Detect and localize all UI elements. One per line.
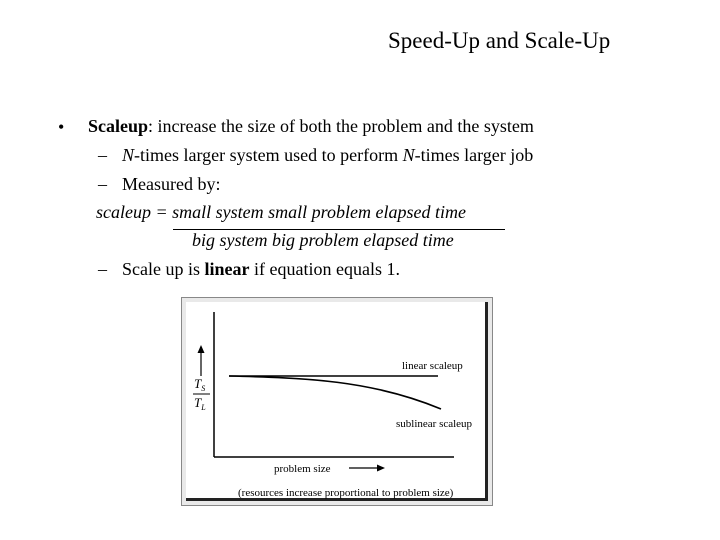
x-arrow-head — [377, 465, 385, 472]
dash-marker: – — [98, 174, 107, 194]
scaleup-graph — [186, 302, 488, 501]
sub-item-text: -times larger job — [414, 145, 534, 165]
n-variable: N — [402, 145, 415, 165]
sub-item-measured-by — [98, 174, 220, 195]
formula-numerator: scaleup = small system small problem elapsed time — [96, 202, 466, 222]
linear-scaleup-label: linear scaleup — [402, 360, 463, 372]
y-label-denominator: $T_L$ — [194, 395, 206, 412]
sub-item-text: Measured by: — [122, 174, 221, 194]
figure-panel — [186, 302, 488, 501]
dash-marker: – — [98, 145, 107, 165]
formula-denominator: big system big problem elapsed time — [192, 230, 454, 250]
sub-item-larger-system — [98, 145, 533, 166]
sub-item-text: Scale up is — [122, 259, 205, 279]
sub-item-linear — [98, 259, 400, 280]
x-axis-label: problem size — [274, 463, 331, 475]
n-variable: N — [122, 145, 135, 165]
sublinear-scaleup-curve — [229, 376, 441, 409]
linear-term: linear — [204, 259, 250, 279]
scaleup-bullet — [88, 116, 534, 137]
y-label-numerator: $T_S$ — [194, 376, 206, 393]
scaleup-term: Scaleup — [88, 116, 149, 136]
figure-caption: (resources increase proportional to problem size) — [238, 487, 454, 499]
sub-item-text: -times larger system used to perform — [134, 145, 403, 165]
sub-item-text: if equation equals 1. — [249, 259, 400, 279]
bullet-marker: • — [58, 117, 65, 137]
slide-title: Speed-Up and Scale-Up — [388, 28, 611, 53]
dash-marker: – — [98, 259, 107, 279]
sublinear-scaleup-label: sublinear scaleup — [396, 418, 473, 430]
y-arrow-head — [198, 345, 205, 353]
scaleup-figure — [181, 297, 493, 506]
scaleup-definition: : increase the size of both the problem and the system — [148, 116, 534, 136]
